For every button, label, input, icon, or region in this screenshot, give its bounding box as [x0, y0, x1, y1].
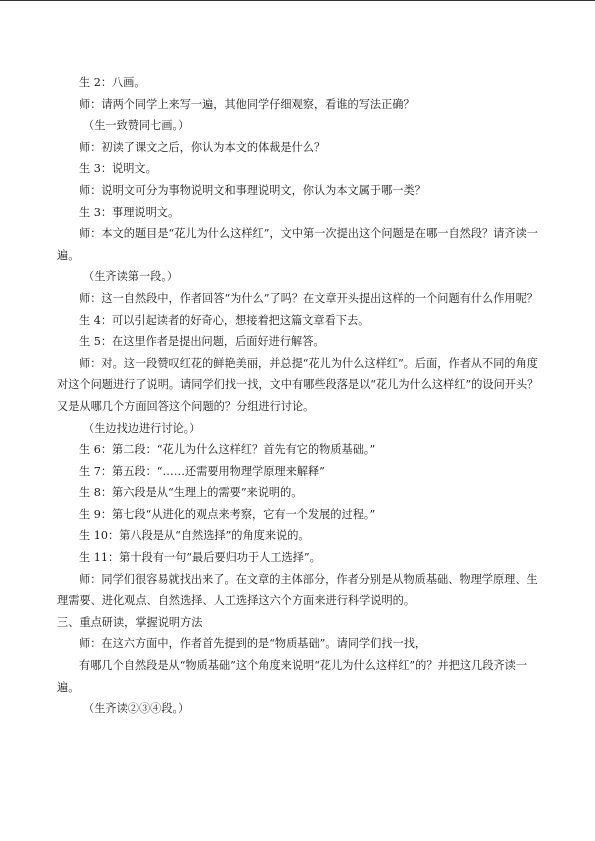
paragraph: 生 3：事理说明文。 — [79, 205, 180, 219]
paragraph: 师：说明文可分为事物说明文和事理说明文，你认为本文属于哪一类？ — [79, 183, 426, 197]
document-body — [57, 72, 543, 720]
stage-direction: （生齐读第一段。） — [83, 270, 179, 284]
paragraph: 生 11：第十段有一句“最后要归功于人工选择”。 — [79, 551, 321, 565]
paragraph: 师：对。这一段赞叹红花的鲜艳美丽，并总提“花儿为什么这样红”。后面，作者从不同的角度对这个问题进行了说明。请同学们找一找，文中有哪些段落是以“花儿为什么这样红”的设问开头？又是从哪几个方面回答这个问题的？分组进行讨论。 — [57, 356, 539, 413]
stage-direction: （生齐读②③④段。） — [83, 702, 190, 716]
paragraph: 生 9：第七段“从进化的观点来考察，它有一个发展的过程。” — [79, 507, 376, 521]
paragraph: 生 6：第二段：“花儿为什么这样红？首先有它的物质基础。” — [79, 443, 376, 457]
paragraph: 师：初读了课文之后，你认为本文的体裁是什么？ — [79, 140, 326, 154]
paragraph: 生 4：可以引起读者的好奇心，想接着把这篇文章看下去。 — [79, 313, 370, 327]
paragraph: 生 2：八画。 — [79, 76, 146, 89]
stage-direction: （生一致赞同七画。） — [83, 119, 190, 133]
paragraph: 生 7：第五段：“……还需要用物理学原理来解释” — [79, 464, 325, 478]
paragraph: 师：请两个同学上来写一遍，其他同学仔细观察，看谁的写法正确？ — [79, 97, 415, 111]
paragraph: 生 8：第六段是从“生理上的需要”来说明的。 — [79, 486, 303, 500]
stage-direction: （生边找边进行讨论。） — [83, 421, 201, 435]
paragraph: 师：同学们很容易就找出来了。在文章的主体部分，作者分别是从物质基础、物理学原理、生理需要、进化观点、自然选择、人工选择这六个方面来进行科学说明的。 — [57, 572, 538, 608]
paragraph: 师：本文的题目是“花儿为什么这样红”，文中第一次提出这个问题是在哪一自然段？请齐读一遍。 — [57, 227, 538, 262]
section-heading: 三、重点研读，掌握说明方法 — [57, 615, 203, 629]
paragraph: 有哪几个自然段是从“物质基础”这个角度来说明“花儿为什么这样红”的？并把这几段齐读一遍。 — [57, 659, 528, 694]
paragraph: 生 5：在这里作者是提出问题，后面好进行解答。 — [79, 335, 325, 349]
page-top-border — [0, 0, 595, 1]
paragraph: 生 10：第八段是从“自然选择”的角度来说的。 — [79, 529, 310, 543]
paragraph: 师：在这六方面中，作者首先提到的是“物质基础”。请同学们找一找， — [79, 637, 427, 651]
paragraph: 师：这一自然段中，作者回答“为什么”了吗？在文章开头提出这样的一个问题有什么作用呢？ — [79, 291, 538, 305]
paragraph: 生 3：说明文。 — [79, 162, 157, 176]
